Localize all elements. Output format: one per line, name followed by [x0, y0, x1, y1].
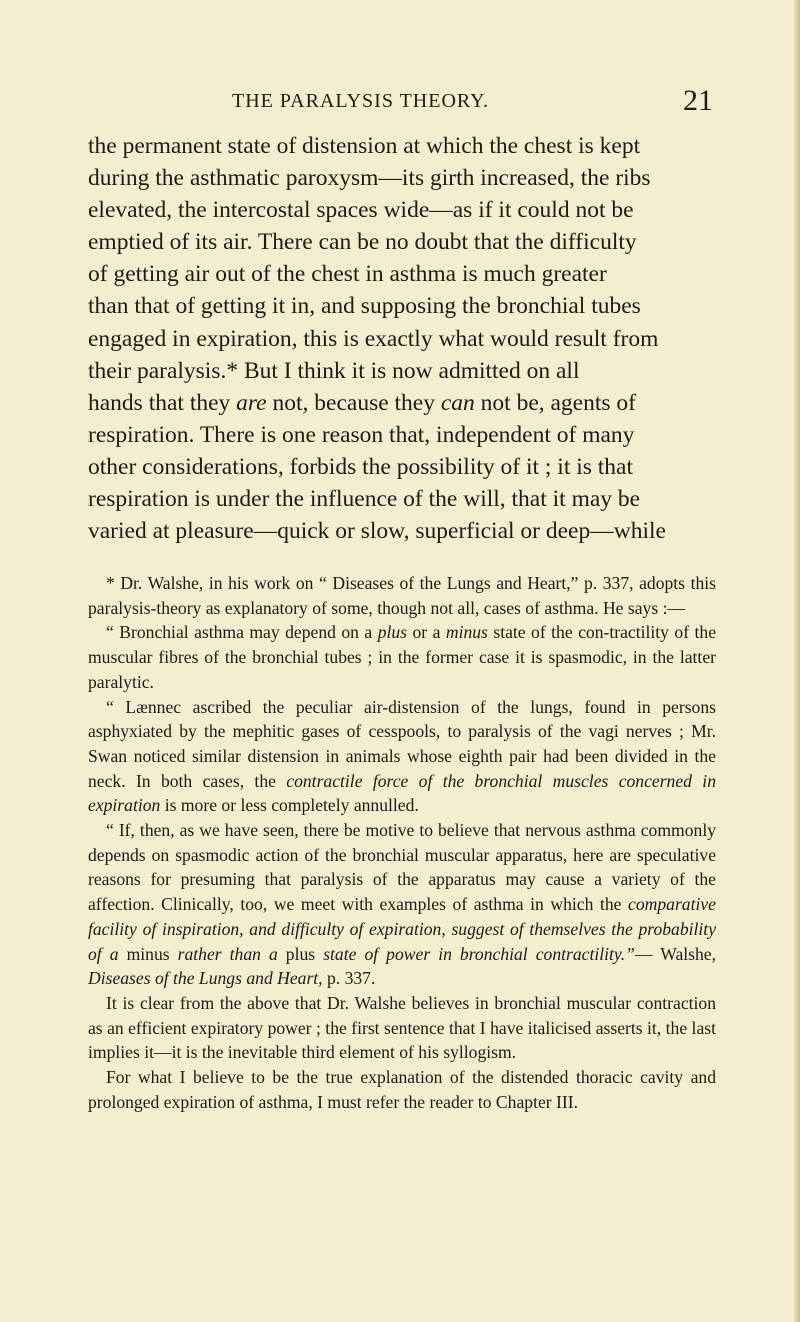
text-line: respiration is under the influence of the will, that it may be: [88, 486, 641, 513]
text-line: of getting air out of the chest in asthma is much greater: [88, 261, 607, 288]
text-run: “ If, then, as we have seen, there be motive to believe that nervous asthma commonly depends on spasmodic action of the bronchial muscular apparatus, here are speculative reasons for presuming that paralysis of the apparatus may cause a variety of the affection. Clinically, too, we meet with examples of asthma in which the: [88, 820, 716, 915]
text-line: the permanent state of distension at which the chest is kept: [88, 133, 641, 159]
footnote-paragraph: * Dr. Walshe, in his work on “ Diseases of the Lungs and Heart,” p. 337, adopts this paralysis-theory as explanatory of some, though not all, cases of asthma. He says :—: [88, 573, 716, 618]
text-run: “ Lænnec ascribed the peculiar air-distension of the lungs, found in persons asphyxiated by the mephitic gases of cesspools, to paralysis of the vagi nerves ; Mr. Swan noticed similar distension in animals whose eighth pair had been divided in the neck. In both cases, the: [88, 696, 716, 791]
page-header: [0, 80, 800, 120]
text-line: varied at pleasure—quick or slow, superficial or deep—while: [88, 518, 666, 545]
page-number: 21: [683, 84, 713, 117]
text-line: than that of getting it in, and supposing the bronchial tubes: [88, 293, 641, 320]
text-run: hands that they: [88, 389, 237, 416]
footnote-paragraph: It is clear from the above that Dr. Walshe believes in bronchial muscular contraction as an efficient expiratory power ; the first sentence that I have italicised asserts it, the last implies it—it is the inevitable third element of his syllogism.: [88, 992, 716, 1063]
text-line: respiration. There is one reason that, independent of many: [88, 421, 635, 448]
text-line: during the asthmatic paroxysm—its girth increased, the ribs: [88, 165, 651, 192]
footnote-paragraph: For what I believe to be the true explanation of the distended thoracic cavity and prolonged expiration of asthma, I must refer the reader to Chapter III.: [88, 1067, 716, 1112]
text-run: p. 337.: [322, 968, 376, 989]
footnote-paragraph: [88, 620, 716, 694]
main-text: [88, 130, 716, 547]
text-run: minus: [118, 943, 178, 964]
emphasis: minus: [445, 622, 488, 643]
text-run: is more or less completely annulled.: [160, 795, 419, 816]
emphasis: rather than a: [177, 943, 278, 964]
footnote-paragraph: [88, 695, 716, 819]
text-run: not be, agents of: [474, 389, 636, 416]
running-head: THE PARALYSIS THEORY.: [232, 90, 490, 112]
emphasis: plus: [377, 622, 408, 643]
text-line: their paralysis.* But I think it is now admitted on all: [88, 357, 580, 384]
text-line: [88, 387, 716, 419]
text-line: emptied of its air. There can be no doubt that the difficulty: [88, 229, 637, 256]
footnote: [88, 571, 716, 1114]
emphasis: contractile force of the bronchial muscles concerned in expiration: [88, 770, 716, 816]
emphasis: comparative facility of inspiration, and difficulty of expiration, suggest of themselves the probability of a: [88, 894, 716, 964]
text-run: “ Bronchial asthma may depend on a: [106, 622, 378, 643]
emphasis: Diseases of the Lungs and Heart,: [88, 968, 323, 989]
text-line: engaged in expiration, this is exactly what would result from: [88, 325, 659, 352]
text-line: elevated, the intercostal spaces wide—as if it could not be: [88, 197, 634, 224]
text-run: — Walshe,: [634, 943, 716, 964]
text-run: or a: [407, 622, 446, 643]
text-line: other considerations, forbids the possibility of it ; it is that: [88, 453, 634, 480]
emphasis: state of power in bronchial contractility.”: [323, 943, 635, 964]
page-edge-shadow: [794, 0, 800, 1322]
text-run: not, because they: [266, 389, 441, 416]
text-run: state of the con-tractility of the muscular fibres of the bronchial tubes ; in the former case it is spasmodic, in the latter paralytic.: [88, 622, 717, 692]
emphasis: can: [440, 389, 475, 416]
text-run: plus: [277, 943, 324, 964]
footnote-paragraph: [88, 818, 716, 991]
emphasis: are: [236, 389, 267, 416]
